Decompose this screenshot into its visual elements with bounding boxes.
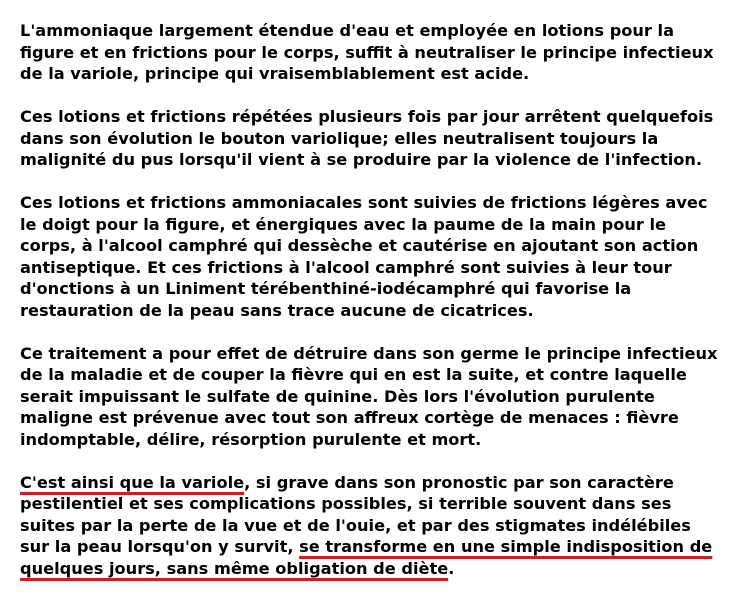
highlighted-phrase-1: C'est ainsi que la variole (20, 472, 245, 492)
paragraph-3: Ces lotions et frictions ammoniacales sont suivies de frictions légères avec le doigt pour la figure, et énergiques avec la paume de la main pour le corps, à l'alcool camphré qui dessèche et cautérise en ajoutant son action antiseptique. Et ces frictions à l'alcool camphré sont suivies à leur tour d'onctions à un Liniment térébenthiné-iodécamphré qui favorise la restauration de la peau sans trace aucune de cicatrices. (20, 193, 708, 320)
paragraph-5-middle: , si grave dans son pronostic par son caractère pestilentiel et ses complications possibles, si terrible souvent dans ses suites par la perte de la vue et de l'ouie, et par des stigmates indélébiles sur la peau lorsqu'on y survit, (20, 472, 691, 556)
paragraph-4: Ce traitement a pour effet de détruire dans son germe le principe infectieux de la maladie et de couper la fièvre qui en est la suite, et contre laquelle serait impuissant le sulfate de quinine. Dès lors l'évolution purulente maligne est prévenue avec tout son affreux cortège de menaces : fièvre indomptable, délire, résorption purulente et mort. (20, 343, 718, 449)
paragraph-2: Ces lotions et frictions répétées plusieurs fois par jour arrêtent quelquefois dans son évolution le bouton variolique; elles neutralisent toujours la malignité du pus lorsqu'il vient à se produire par la violence de l'infection. (20, 107, 714, 169)
paragraph-1: L'ammoniaque largement étendue d'eau et employée en lotions pour la figure et en frictions pour le corps, suffit à neutraliser le principe infectieux de la variole, principe qui vraisemblablement est acide. (20, 21, 714, 83)
highlighted-phrase-2: se transforme en une simple indisposition de quelques jours, sans même obligation de diète (20, 537, 713, 578)
paragraph-5 (20, 472, 725, 580)
document-body (20, 20, 725, 601)
paragraph-5-end: . (448, 558, 455, 578)
